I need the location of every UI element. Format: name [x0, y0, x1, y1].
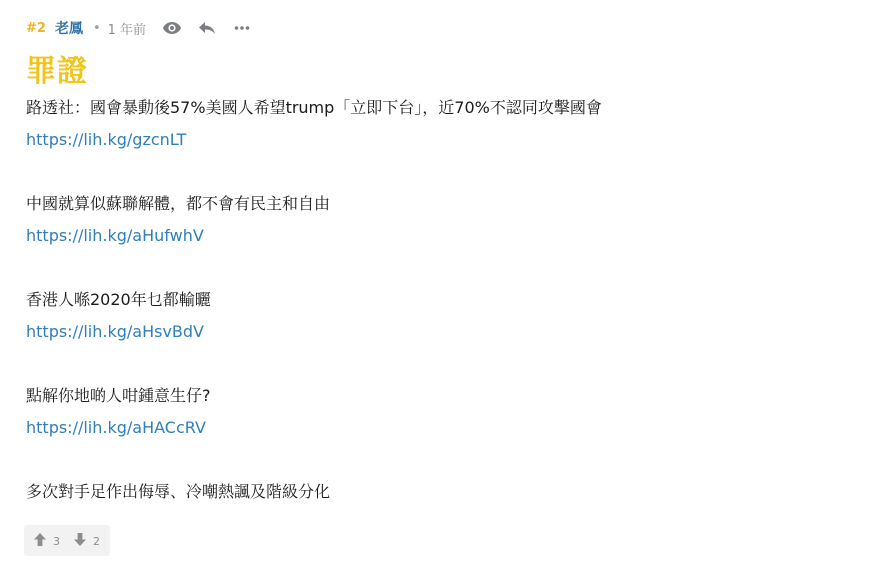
body-line: [26, 284, 866, 316]
blank-line: [26, 444, 866, 476]
body-line: [26, 220, 866, 252]
body-text: 路透社：國會暴動後57%美國人希望trump「立即下台」，近70%不認同攻擊國會: [26, 98, 602, 117]
upvote-button[interactable]: [34, 533, 60, 549]
author-name[interactable]: 老鳳: [54, 21, 83, 37]
body-line: [26, 124, 866, 156]
downvote-count: 2: [93, 535, 100, 548]
link-aHsvBdV[interactable]: https://lih.kg/aHsvBdV: [26, 322, 204, 341]
body-line: [26, 380, 866, 412]
post-time: 1 年前: [107, 22, 147, 38]
body-text: 香港人喺2020年乜都輸曬: [26, 290, 211, 309]
body-line: [26, 92, 866, 124]
link-gzcnLT[interactable]: https://lih.kg/gzcnLT: [26, 130, 187, 149]
eye-icon[interactable]: [162, 21, 182, 35]
upvote-count: 3: [53, 535, 60, 548]
reply-icon[interactable]: [198, 21, 216, 35]
post-header: [26, 16, 250, 40]
separator-dot: •: [92, 20, 101, 36]
blank-line: [26, 252, 866, 284]
body-line: [26, 412, 866, 444]
floor-number: #2: [26, 20, 46, 36]
body-text: 中國就算似蘇聯解體，都不會有民主和自由: [26, 194, 331, 213]
body-text: 多次對手足作出侮辱、冷嘲熱諷及階級分化: [26, 482, 331, 501]
arrow-up-icon: [34, 533, 46, 549]
blank-line: [26, 348, 866, 380]
body-line: [26, 188, 866, 220]
link-aHufwhV[interactable]: https://lih.kg/aHufwhV: [26, 226, 204, 245]
post-body: [26, 92, 866, 508]
downvote-button[interactable]: [74, 533, 100, 549]
arrow-down-icon: [74, 533, 86, 549]
link-aHACcRV[interactable]: https://lih.kg/aHACcRV: [26, 418, 206, 437]
blank-line: [26, 156, 866, 188]
body-line: [26, 316, 866, 348]
body-line: [26, 476, 866, 508]
vote-bar: [24, 525, 110, 556]
more-icon[interactable]: [234, 25, 250, 31]
post-title: 罪證: [26, 54, 88, 89]
body-text: 點解你地啲人咁鍾意生仔?: [26, 386, 211, 405]
